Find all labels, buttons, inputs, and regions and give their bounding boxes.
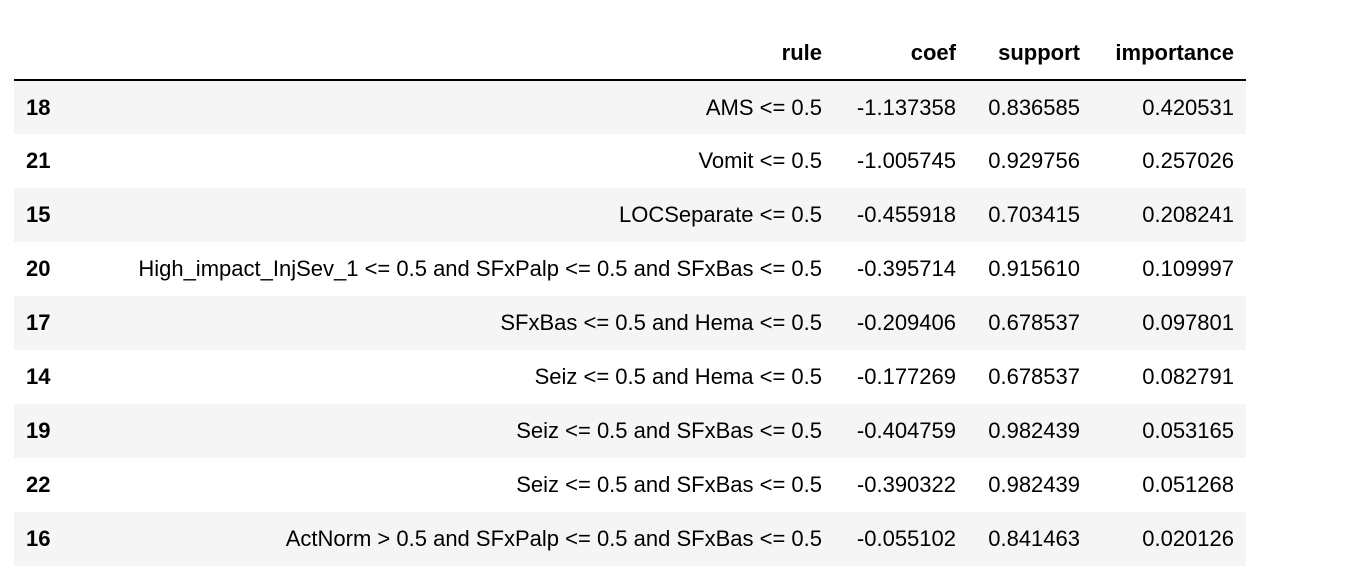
table-row xyxy=(14,350,1246,404)
table-row xyxy=(14,458,1246,512)
row-coef: -0.209406 xyxy=(856,310,956,335)
row-importance: 0.420531 xyxy=(1142,94,1234,120)
table-row xyxy=(14,188,1246,242)
row-rule: SFxBas <= 0.5 and Hema <= 0.5 xyxy=(500,310,822,335)
row-rule: High_impact_InjSev_1 <= 0.5 and SFxPalp <= 0.5 and SFxBas <= 0.5 xyxy=(138,256,822,281)
row-rule: ActNorm > 0.5 and SFxPalp <= 0.5 and SFxBas <= 0.5 xyxy=(285,526,822,551)
row-importance: 0.097801 xyxy=(1142,310,1234,335)
row-coef: -0.404759 xyxy=(856,418,956,443)
row-rule: Seiz <= 0.5 and SFxBas <= 0.5 xyxy=(516,418,822,443)
row-index: 18 xyxy=(26,94,51,120)
row-support: 0.678537 xyxy=(988,310,1080,335)
row-support: 0.982439 xyxy=(988,418,1080,443)
header-index xyxy=(14,27,76,80)
row-index: 20 xyxy=(26,256,51,281)
row-index: 21 xyxy=(26,148,51,173)
row-importance: 0.109997 xyxy=(1142,256,1234,281)
row-importance: 0.257026 xyxy=(1142,148,1234,173)
row-rule: AMS <= 0.5 xyxy=(705,94,822,120)
row-index: 19 xyxy=(26,418,51,443)
row-coef: -0.390322 xyxy=(856,472,956,497)
table-row xyxy=(14,296,1246,350)
table-header xyxy=(14,27,1246,80)
row-coef: -1.137358 xyxy=(856,94,956,120)
row-rule: Seiz <= 0.5 and SFxBas <= 0.5 xyxy=(516,472,822,497)
row-support: 0.915610 xyxy=(988,256,1080,281)
row-importance: 0.208241 xyxy=(1142,202,1234,227)
row-coef: -1.005745 xyxy=(856,148,956,173)
row-support: 0.836585 xyxy=(988,94,1080,120)
header-rule: rule xyxy=(781,40,822,65)
table-row xyxy=(14,242,1246,296)
row-index: 14 xyxy=(26,364,51,389)
row-index: 16 xyxy=(26,526,51,551)
row-importance: 0.082791 xyxy=(1142,364,1234,389)
table-row xyxy=(14,512,1246,566)
header-coef: coef xyxy=(910,40,956,65)
row-coef: -0.395714 xyxy=(856,256,956,281)
row-support: 0.841463 xyxy=(988,526,1080,551)
row-support: 0.678537 xyxy=(988,364,1080,389)
header-row xyxy=(14,27,1246,80)
table-body xyxy=(14,80,1246,566)
rules-table-container xyxy=(14,27,1246,566)
row-importance: 0.020126 xyxy=(1142,526,1234,551)
row-rule: Vomit <= 0.5 xyxy=(698,148,822,173)
row-coef: -0.455918 xyxy=(856,202,956,227)
row-support: 0.703415 xyxy=(988,202,1080,227)
row-index: 17 xyxy=(26,310,51,335)
row-importance: 0.051268 xyxy=(1142,472,1234,497)
table-row xyxy=(14,80,1246,134)
row-support: 0.929756 xyxy=(988,148,1080,173)
table-row xyxy=(14,404,1246,458)
row-support: 0.982439 xyxy=(988,472,1080,497)
header-importance: importance xyxy=(1115,40,1234,65)
rules-table xyxy=(14,27,1246,566)
table-row xyxy=(14,134,1246,188)
row-rule: Seiz <= 0.5 and Hema <= 0.5 xyxy=(534,364,822,389)
row-importance: 0.053165 xyxy=(1142,418,1234,443)
row-index: 22 xyxy=(26,472,51,497)
header-support: support xyxy=(998,40,1080,65)
row-coef: -0.055102 xyxy=(856,526,956,551)
row-index: 15 xyxy=(26,202,51,227)
row-rule: LOCSeparate <= 0.5 xyxy=(618,202,822,227)
row-coef: -0.177269 xyxy=(856,364,956,389)
